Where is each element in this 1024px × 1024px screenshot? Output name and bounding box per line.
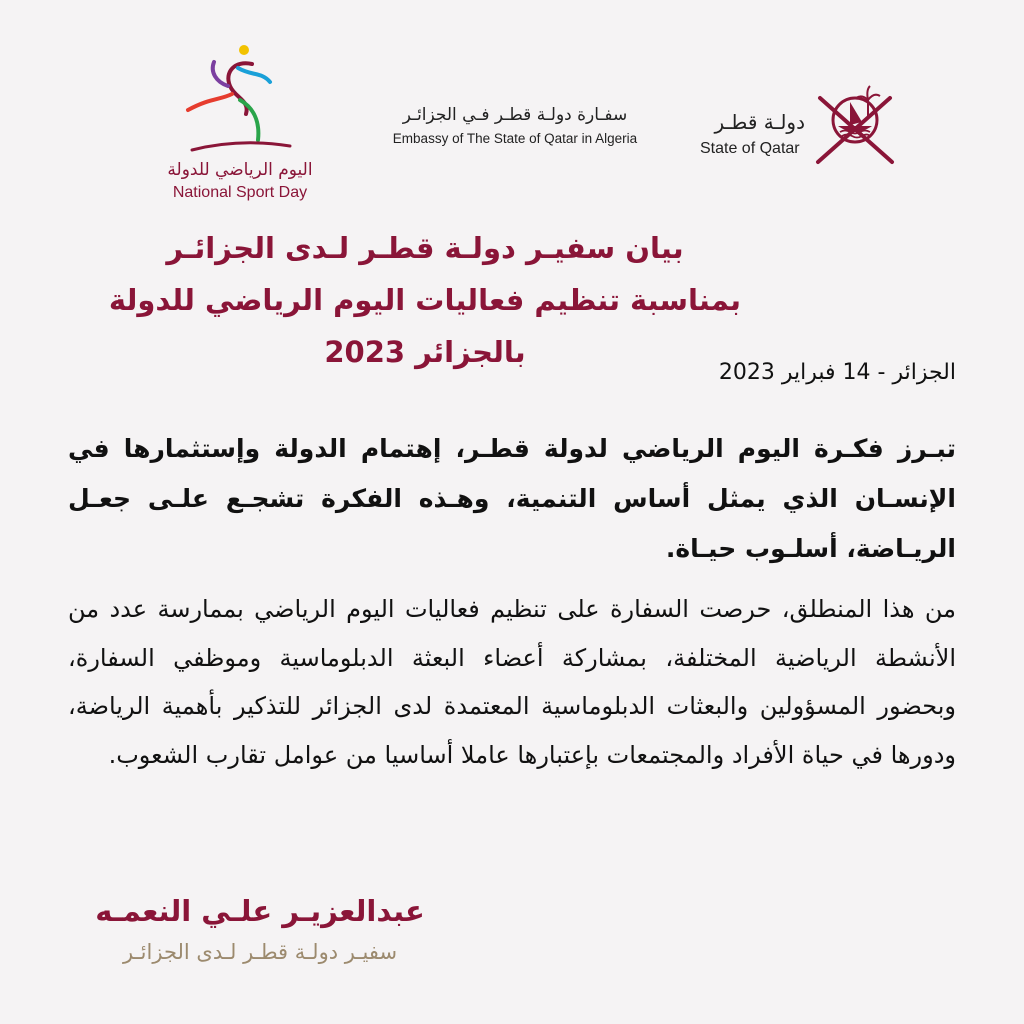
embassy-name-english: Embassy of The State of Qatar in Algeria bbox=[392, 131, 638, 146]
embassy-logo bbox=[370, 105, 660, 146]
title-line-2: بمناسبة تنظيم فعاليات اليوم الرياضي للدولة بالجزائر 2023 bbox=[108, 283, 742, 369]
paragraph-body: من هذا المنطلق، حرصت السفارة على تنظيم فعاليات اليوم الرياضي بممارسة عدد من الأنشطة الرياضية المختلفة، بمشاركة أعضاء البعثة الدبلوماسية وموظفي السفارة، وبحضور المسؤولين والبعثات الدبلوماسية المعتمدة لدى الجزائر للتذكير بأهمية الرياضة، ودورها في حياة الأفراد والمجتمعات بإعتبارها عاملا أساسيا من عوامل تقارب الشعوب. bbox=[68, 595, 956, 769]
state-of-qatar-logo bbox=[700, 78, 900, 198]
dateline: الجزائر - 14 فبراير 2023 bbox=[718, 360, 956, 385]
signatory-title: سفيـر دولـة قطـر لـدى الجزائـر bbox=[122, 940, 398, 964]
embassy-name-arabic: سفـارة دولـة قطـر فـي الجزائـر bbox=[402, 105, 628, 125]
sport-day-english: National Sport Day bbox=[172, 184, 308, 201]
sport-day-arabic: اليوم الرياضي للدولة bbox=[167, 160, 313, 180]
state-name-arabic: دولـة قطـر bbox=[714, 110, 805, 134]
national-sport-day-logo bbox=[140, 42, 340, 222]
qatar-emblem-icon bbox=[810, 78, 900, 168]
statement-title bbox=[60, 222, 790, 378]
signatory-name: عبدالعزيـر علـي النعمـه bbox=[95, 894, 425, 928]
runner-figure-icon bbox=[180, 42, 300, 162]
title-line-1: بيان سفيـر دولـة قطـر لـدى الجزائـر bbox=[166, 231, 684, 265]
state-name-english: State of Qatar bbox=[700, 140, 800, 157]
letterhead bbox=[0, 30, 1024, 200]
paragraph-intro: تبـرز فكـرة اليوم الرياضي لدولة قطـر، إهتمام الدولة وإستثمارها في الإنسـان الذي يمثل أساس التنمية، وهـذه الفكرة تشجـع علـى جعـل الريـاضة، أسلـوب حيـاة. bbox=[68, 434, 956, 563]
